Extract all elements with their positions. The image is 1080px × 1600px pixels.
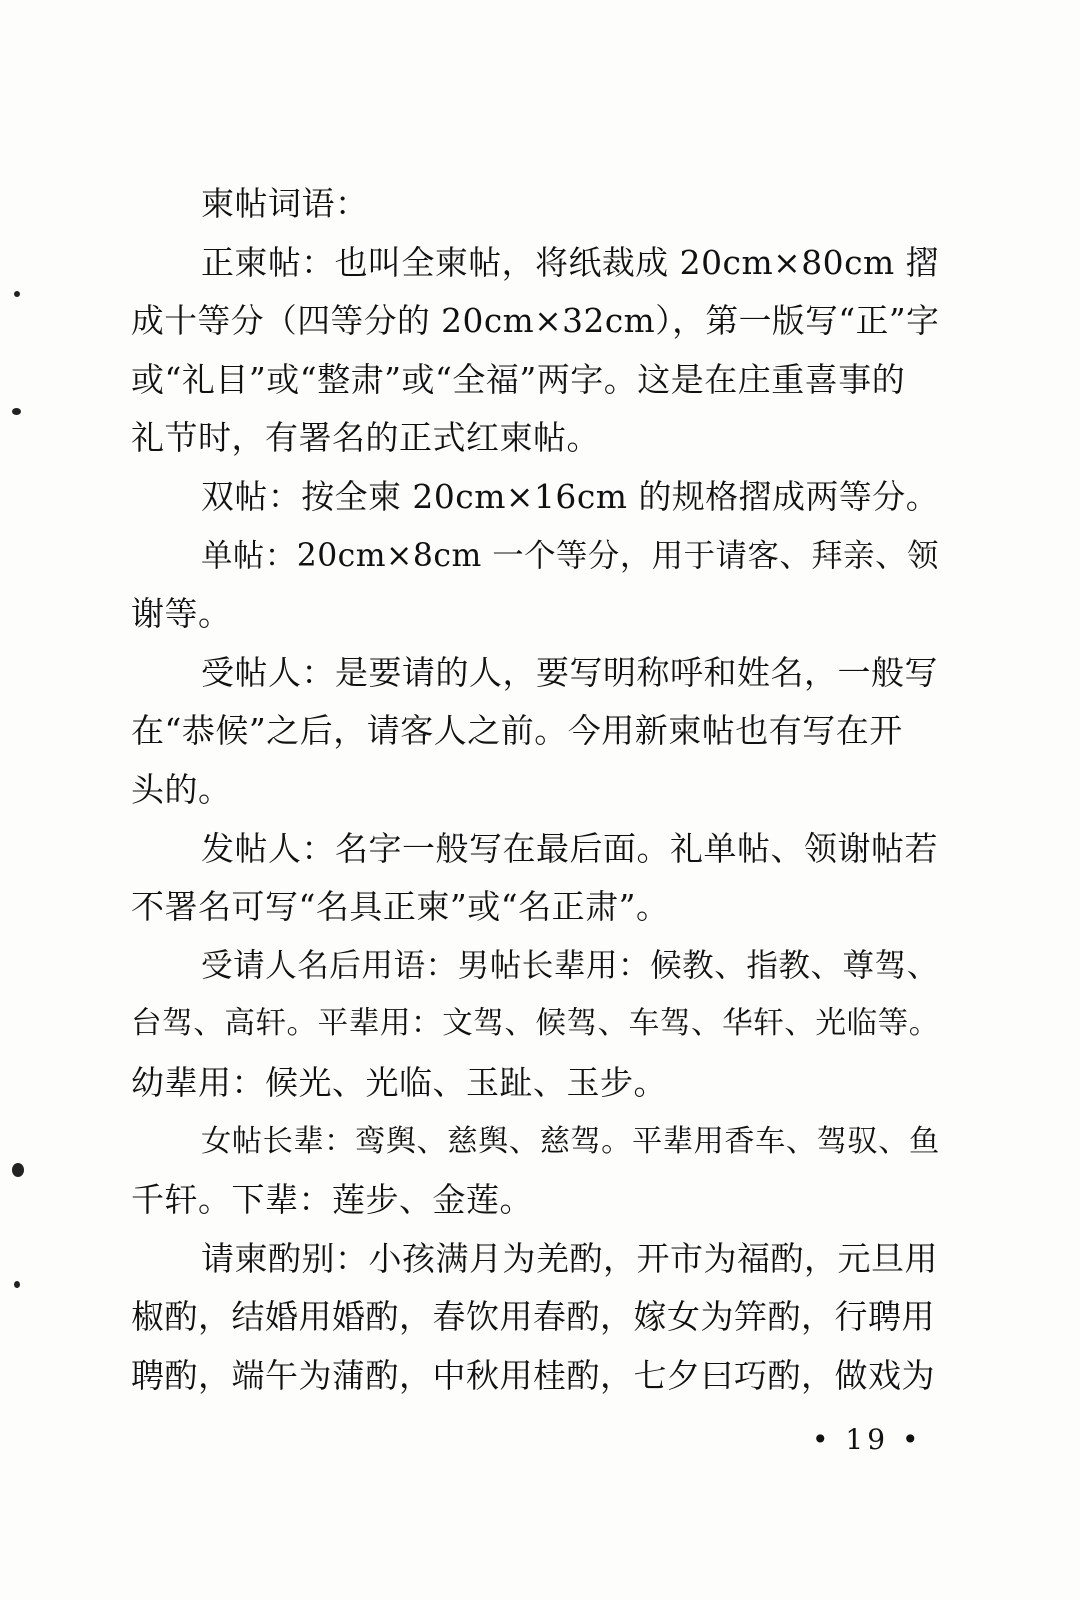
text-line: 谢等。 <box>131 594 232 634</box>
page-number: • 19 • <box>812 1423 923 1456</box>
text-line: 聘酌，端午为蒲酌，中秋用桂酌，七夕曰巧酌，做戏为 <box>131 1355 935 1395</box>
text-line: 千轩。下辈：莲步、金莲。 <box>131 1180 533 1220</box>
text-line: 台驾、高轩。平辈用：文驾、候驾、车驾、华轩、光临等。 <box>131 1006 940 1042</box>
text-line: 头的。 <box>131 769 232 809</box>
scan-speck <box>14 1281 20 1288</box>
text-line: 双帖：按全柬 20cm×16cm 的规格摺成两等分。 <box>201 476 940 516</box>
text-line: 椒酌，结婚用婚酌，春饮用春酌，嫁女为笄酌，行聘用 <box>131 1297 935 1337</box>
text-line: 不署名可写“名具正柬”或“名正肃”。 <box>131 887 670 927</box>
body-text <box>131 175 939 1405</box>
text-line: 受帖人：是要请的人，要写明称呼和姓名，一般写 <box>201 652 938 692</box>
text-line: 请柬酌别：小孩满月为羌酌，开市为福酌，元旦用 <box>201 1238 938 1278</box>
scan-speck <box>12 408 21 415</box>
text-line: 女帖长辈：鸾舆、慈舆、慈驾。平辈用香车、驾驭、鱼 <box>201 1123 940 1159</box>
text-line: 或“礼目”或“整肃”或“全福”两字。这是在庄重喜事的 <box>131 359 906 399</box>
text-line: 幼辈用：候光、光临、玉趾、玉步。 <box>131 1062 667 1102</box>
scan-speck <box>14 291 20 297</box>
text-line: 发帖人：名字一般写在最后面。礼单帖、领谢帖若 <box>201 828 938 868</box>
text-line: 成十等分（四等分的 20cm×32cm），第一版写“正”字 <box>131 302 940 341</box>
text-line: 单帖：20cm×8cm 一个等分，用于请客、拜亲、领 <box>201 537 939 574</box>
text-line: 受请人名后用语：男帖长辈用：候教、指教、尊驾、 <box>201 947 939 984</box>
text-line: 柬帖词语： <box>201 184 369 223</box>
text-line: 礼节时，有署名的正式红柬帖。 <box>131 418 600 458</box>
scan-speck <box>12 1163 24 1177</box>
text-line: 正柬帖：也叫全柬帖，将纸裁成 20cm×80cm 摺 <box>201 242 940 282</box>
text-line: 在“恭候”之后，请客人之前。今用新柬帖也有写在开 <box>131 711 903 751</box>
